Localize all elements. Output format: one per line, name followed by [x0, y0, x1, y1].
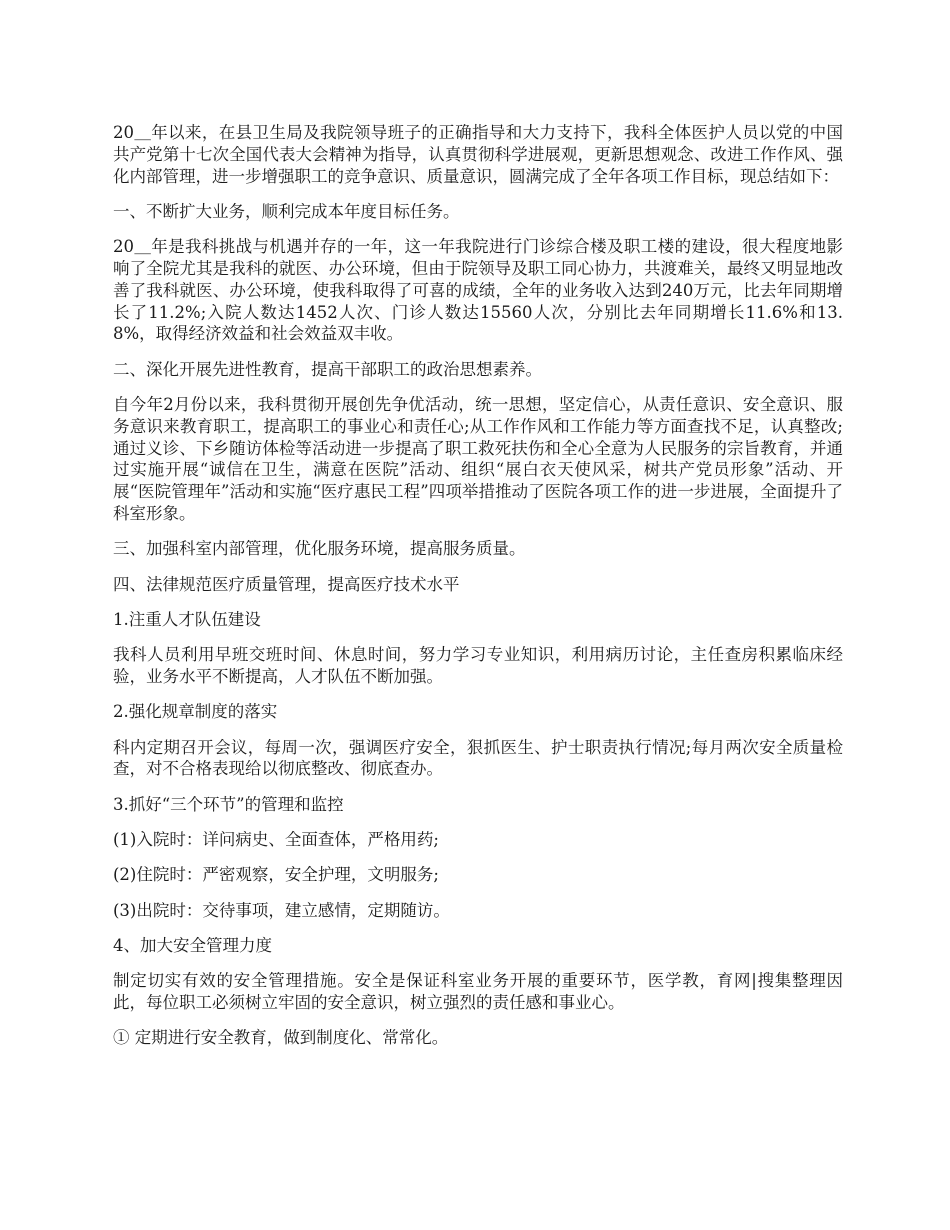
section-heading-3: 三、加强科室内部管理，优化服务环境，提高服务质量。 [113, 539, 526, 559]
section-heading-4: 四、法律规范医疗质量管理，提高医疗技术水平 [113, 574, 460, 594]
education-paragraph: 自今年2月份以来，我科贯彻开展创先争优活动，统一思想，坚定信心，从责任意识、安全意识、服务意识来教育职工，提高职工的事业心和责任心;从工作作风和工作能力等方面查找不足，认真整改;通过义诊、下乡随访体检等活动进一步提高了职工救死扶伤和全心全意为人民服务的宗旨教育，并通过实施开展“诚信在卫生，满意在医院”活动、组织“展白衣天使风采，树共产党员形象”活动、开展“医院管理年”活动和实施“医疗惠民工程”四项举措推动了医院各项工作的进一步进展，全面提升了科室形象。 [113, 394, 843, 523]
list-item-discharge: (3)出院时：交待事项，建立感情，定期随访。 [113, 900, 450, 920]
business-paragraph: 20＿年是我科挑战与机遇并存的一年，这一年我院进行门诊综合楼及职工楼的建设，很大程度地影响了全院尤其是我科的就医、办公环境，但由于院领导及职工同心协力，共渡难关，最终又明显地改善了我科就医、办公环境，使我科取得了可喜的成绩，全年的业务收入达到240万元，比去年同期增长了11.2%;入院人数达1452人次、门诊人数达15560人次，分别比去年同期增长11.6%和13.8%，取得经济效益和社会效益双丰收。 [113, 237, 843, 344]
section-heading-1: 一、不断扩大业务，顺利完成本年度目标任务。 [113, 201, 460, 221]
document-body [113, 122, 843, 1063]
list-item-safety-education: ① 定期进行安全教育，做到制度化、常常化。 [113, 1028, 449, 1048]
subheading-safety: 4、加大安全管理力度 [113, 935, 272, 955]
subheading-rules: 2.强化规章制度的落实 [113, 702, 278, 722]
subheading-three-links: 3.抓好“三个环节”的管理和监控 [113, 794, 344, 814]
section-heading-2: 二、深化开展先进性教育，提高干部职工的政治思想素养。 [113, 359, 542, 379]
list-item-inpatient: (2)住院时：严密观察，安全护理，文明服务; [113, 865, 439, 885]
list-item-admission: (1)入院时：详问病史、全面查体，严格用药; [113, 829, 439, 849]
subheading-talent: 1.注重人才队伍建设 [113, 609, 261, 629]
safety-paragraph: 制定切实有效的安全管理措施。安全是保证科室业务开展的重要环节，医学教，育网|搜集整理因此，每位职工必须树立牢固的安全意识，树立强烈的责任感和事业心。 [113, 971, 843, 1012]
talent-paragraph: 我科人员利用早班交班时间、休息时间，努力学习专业知识，利用病历讨论，主任查房积累临床经验，业务水平不断提高，人才队伍不断加强。 [113, 645, 843, 686]
rules-paragraph: 科内定期召开会议，每周一次，强调医疗安全，狠抓医生、护士职责执行情况;每月两次安全质量检查，对不合格表现给以彻底整改、彻底查办。 [113, 737, 843, 779]
intro-paragraph: 20＿年以来，在县卫生局及我院领导班子的正确指导和大力支持下，我科全体医护人员以党的中国共产党第十七次全国代表大会精神为指导，认真贯彻科学进展观，更新思想观念、改进工作作风、强化内部管理，进一步增强职工的竞争意识、质量意识，圆满完成了全年各项工作目标，现总结如下： [113, 123, 843, 186]
